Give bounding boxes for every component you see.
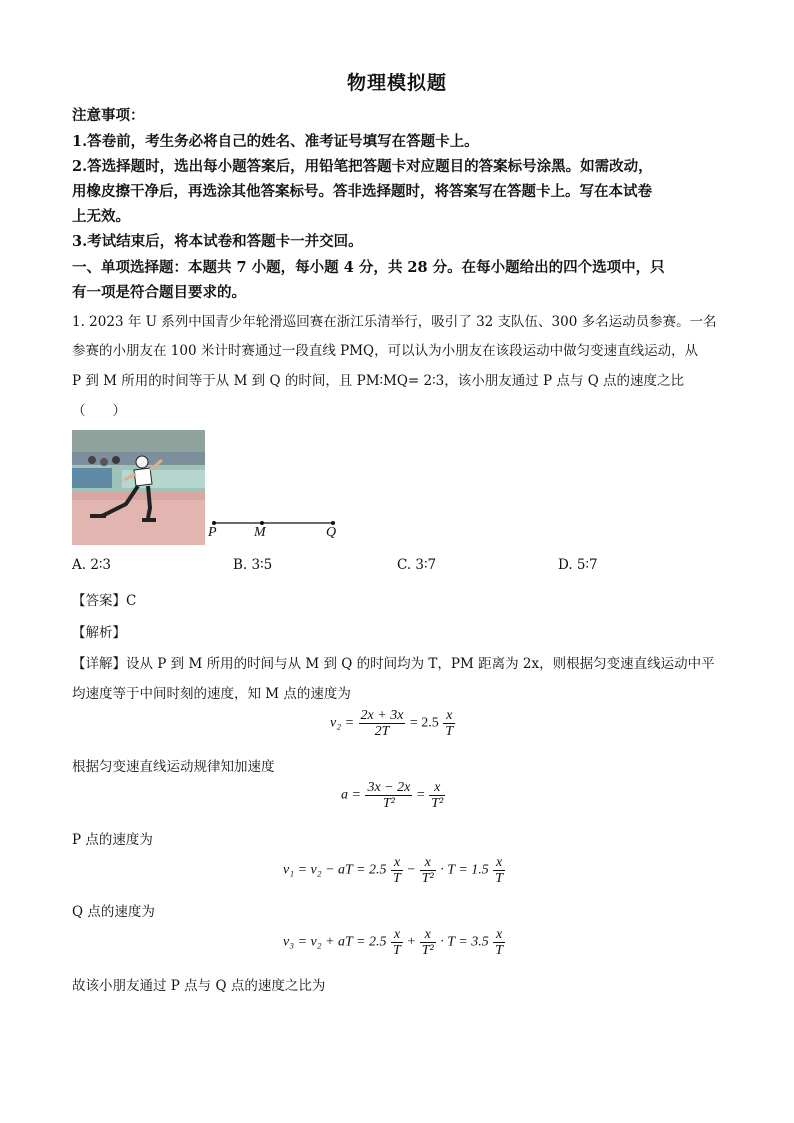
eq4-f1-denominator: T [393,943,401,958]
eq2-numerator: 3x − 2x [367,780,411,795]
detail-line-2: 均速度等于中间时刻的速度，知 M 点的速度为 [72,686,351,702]
eq1-numerator: 2x + 3x [360,708,404,723]
option-b: B. 3∶5 [233,557,273,573]
accel-text: 根据匀变速直线运动规律知加速度 [72,759,275,775]
answer-value: C [126,593,137,609]
option-c: C. 3∶7 [397,557,437,573]
eq2-denominator: T² [382,796,395,811]
q-velocity-text: Q 点的速度为 [72,904,155,920]
conclusion-text: 故该小朋友通过 P 点与 Q 点的速度之比为 [72,978,326,994]
eq4-f2-denominator: T² [421,943,434,958]
eq2-fraction-2 [429,780,445,811]
answer-line [72,589,136,609]
eq4-fraction-1 [391,927,403,958]
notice-item-2-line-1: 2.答选择题时，选出每小题答案后，用铅笔把答题卡对应题目的答案标号涂黑。如需改动， [72,158,653,175]
equation-v2 [330,708,456,739]
point-label-q: Q [326,525,337,540]
eq2-numerator-2: x [429,780,445,796]
eq3-fraction-3 [493,855,505,886]
eq2-denominator-2: T² [431,796,444,811]
point-label-p: P [208,525,217,540]
eq3-f2-denominator: T² [421,871,434,886]
eq4-operator: + [407,934,416,950]
eq4-f3-numerator: x [493,927,505,943]
equation-a [341,780,446,811]
detail-line-1 [72,652,715,672]
eq1-numerator-2: x [443,708,455,724]
detail-text-1: 设从 P 到 M 所用的时间与从 M 到 Q 的时间均为 T，PM 距离为 2x，则根据匀变速直线运动中平 [126,656,715,672]
eq3-operator: − [407,862,416,878]
eq3-mid: · T = 1.5 [440,862,489,878]
option-d: D. 5∶7 [558,557,598,573]
eq4-mid: · T = 3.5 [440,934,489,950]
eq4-f3-denominator: T [495,943,504,958]
detail-tag: 【详解】 [72,656,126,672]
equation-v3 [283,927,506,958]
eq3-fraction-2 [420,855,436,886]
eq3-f1-numerator: x [391,855,403,871]
eq3-f3-numerator: x [493,855,505,871]
skater-photo [72,430,205,545]
question-1-line-1: 1. 2023 年 U 系列中国青少年轮滑巡回赛在浙江乐清举行，吸引了 32 支队伍、300 多名运动员参赛。一名 [72,314,717,330]
section-heading-line-1: 一、单项选择题：本题共 7 小题，每小题 4 分，共 28 分。在每小题给出的四个选项中，只 [72,259,665,276]
question-1-bracket: （ ） [72,403,126,419]
analysis-tag: 【解析】 [72,625,126,641]
page-title: 物理模拟题 [346,72,447,94]
eq1-mid: = 2.5 [409,715,439,731]
notice-heading: 注意事项： [72,107,145,124]
eq4-lhs: v₃ = v₂ + aT = 2.5 [283,934,387,950]
eq3-fraction-1 [391,855,403,886]
eq4-fraction-3 [493,927,505,958]
notice-item-1: 1.答卷前，考生务必将自己的姓名、准考证号填写在答题卡上。 [72,133,479,150]
eq2-mid: = [416,787,425,803]
eq3-f3-denominator: T [495,871,504,886]
notice-item-3: 3.考试结束后，将本试卷和答题卡一并交回。 [72,233,363,250]
eq3-f2-numerator: x [420,855,436,871]
question-1-line-3: P 到 M 所用的时间等于从 M 到 Q 的时间，且 PM∶MQ= 2∶3，该小朋友通过 P 点与 Q 点的速度之比 [72,373,685,389]
eq4-fraction-2 [420,927,436,958]
point-label-m: M [254,525,266,540]
eq1-lhs: v₂ = [330,715,355,731]
eq1-denominator-2: T [445,724,454,739]
section-heading-line-2: 有一项是符合题目要求的。 [72,284,246,301]
eq1-fraction-2 [443,708,455,739]
p-velocity-text: P 点的速度为 [72,832,153,848]
eq3-lhs: v₁ = v₂ − aT = 2.5 [283,862,387,878]
eq2-lhs: a = [341,787,361,803]
eq2-fraction [365,780,412,811]
eq3-f1-denominator: T [393,871,401,886]
answer-tag: 【答案】 [72,593,126,609]
question-1-line-2: 参赛的小朋友在 100 米计时赛通过一段直线 PMQ，可以认为小朋友在该段运动中做匀变速直线运动，从 [72,343,699,359]
eq1-fraction [359,708,406,739]
option-a: A. 2∶3 [72,557,112,573]
notice-item-2-line-3: 上无效。 [72,208,130,225]
notice-item-2-line-2: 用橡皮擦干净后，再选涂其他答案标号。答非选择题时，将答案写在答题卡上。写在本试卷 [72,183,652,200]
equation-v1 [283,855,506,886]
eq1-denominator: 2T [374,724,390,739]
eq4-f1-numerator: x [391,927,403,943]
eq4-f2-numerator: x [420,927,436,943]
